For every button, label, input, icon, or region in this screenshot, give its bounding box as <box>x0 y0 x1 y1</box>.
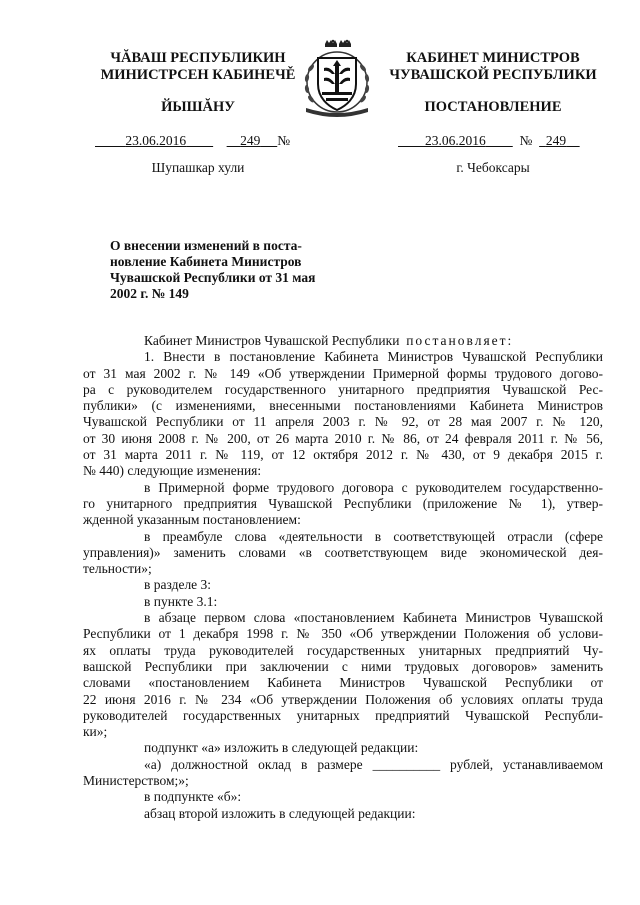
body-line: в преамбуле слова «деятельности в соответствующей отрасли (сфере <box>144 528 603 544</box>
left-no-sign: № <box>277 133 291 148</box>
body-line: в пункте 3.1: <box>144 593 218 609</box>
header-right-line-2: ЧУВАШСКОЙ РЕСПУБЛИКИ <box>389 67 597 83</box>
body-line: жденной указанным постановлением: <box>83 512 301 528</box>
body-line: в разделе 3: <box>144 577 212 593</box>
body-line: в Примерной форме трудового договора с руководителем государственно- <box>144 479 603 495</box>
document-body <box>83 333 603 822</box>
body-line: от 31 марта 2011 г. № 119, от 12 октября 2012 г. № 430, от 9 декабря 2015 г. <box>83 447 603 463</box>
body-line: руководителей государственных унитарных предприятий Чувашской Республи- <box>83 707 603 723</box>
header-left-doc-type: ЙЫШĂНУ <box>161 99 235 115</box>
body-line: 22 июня 2016 г. № 234 «Об утверждении Положения об условиях оплаты труда <box>83 691 603 707</box>
document-title <box>110 238 350 302</box>
title-line-2: новление Кабинета Министров <box>110 254 302 269</box>
right-no-sign: № <box>519 133 533 148</box>
body-line: абзац второй изложить в следующей редакции: <box>144 805 416 821</box>
place-left: Шупашкар хули <box>151 160 245 175</box>
body-line: в подпункте «б»: <box>144 789 242 805</box>
body-line: подпункт «а» изложить в следующей редакции: <box>144 740 419 756</box>
body-line: № 440) следующие изменения: <box>83 463 262 479</box>
body-intro: Кабинет Министров Чувашской Республики постановляет: <box>144 333 514 348</box>
title-line-4: 2002 г. № 149 <box>110 286 189 301</box>
body-line: Республики от 1 декабря 1998 г. № 350 «Об утверждении Положения об услови- <box>83 626 603 642</box>
header-right-line-1: КАБИНЕТ МИНИСТРОВ <box>406 50 580 66</box>
body-line: 1. Внести в постановление Кабинета Министров Чувашской Республики <box>144 349 603 365</box>
body-line: «а) должностной оклад в размере __________ рублей, устанавливаемом <box>144 756 603 772</box>
body-line: от 30 июня 2008 г. № 200, от 26 марта 2010 г. № 86, от 24 февраля 2011 г. № 56, <box>83 430 603 446</box>
body-line: Чувашской Республики от 11 апреля 2003 г. № 92, от 28 мая 2007 г. № 120, <box>83 414 603 430</box>
right-date: 23.06.2016 <box>425 133 486 148</box>
title-line-3: Чувашской Республики от 31 мая <box>110 270 316 285</box>
body-line: от 31 мая 2002 г. № 149 «Об утверждении Примерной формы трудового догово- <box>83 365 603 381</box>
right-date-number <box>398 133 580 149</box>
body-line: в абзаце первом слова «постановлением Кабинета Министров Чувашской <box>144 610 603 626</box>
body-line: управления)» заменить словами «в соответствующем виде экономической дея- <box>83 544 603 560</box>
body-line: публики» (с изменениями, внесенными постановлениями Кабинета Министров <box>83 398 603 414</box>
left-date-number <box>95 133 290 149</box>
body-line: вашской Республики при заключении с ними трудовых договоров» заменить <box>83 658 603 674</box>
place-right: г. Чебоксары <box>456 160 530 175</box>
body-intro-verb: постановляет: <box>406 333 514 348</box>
left-date: 23.06.2016 <box>125 133 187 148</box>
body-line: тельности»; <box>83 561 152 577</box>
body-line: Министерством;»; <box>83 773 189 789</box>
header-left-line-1: ЧĂВАШ РЕСПУБЛИКИН <box>110 50 286 66</box>
header-left-line-2: МИНИСТРСЕН КАБИНЕЧĚ <box>100 67 296 83</box>
title-line-1: О внесении изменений в поста- <box>110 238 302 253</box>
body-line: ра с руководителем государственного унитарного предприятия Чувашской Рес- <box>83 381 603 397</box>
body-line: ях оплаты труда руководителей государственных унитарных предприятий Чу- <box>83 642 603 658</box>
header-left-org <box>98 50 298 84</box>
chuvash-emblem-icon <box>296 38 378 118</box>
body-line: словами «постановлением Кабинета Министров Чувашской Республики от <box>83 675 603 691</box>
right-number: 249 <box>545 133 567 148</box>
left-number: 249 <box>240 133 261 148</box>
body-line: го унитарного предприятия Чувашской Республики (приложение № 1), утвер- <box>83 495 603 511</box>
body-line: ки»; <box>83 724 108 740</box>
header-right-doc-type: ПОСТАНОВЛЕНИЕ <box>424 99 562 115</box>
header-right-org <box>378 50 608 84</box>
